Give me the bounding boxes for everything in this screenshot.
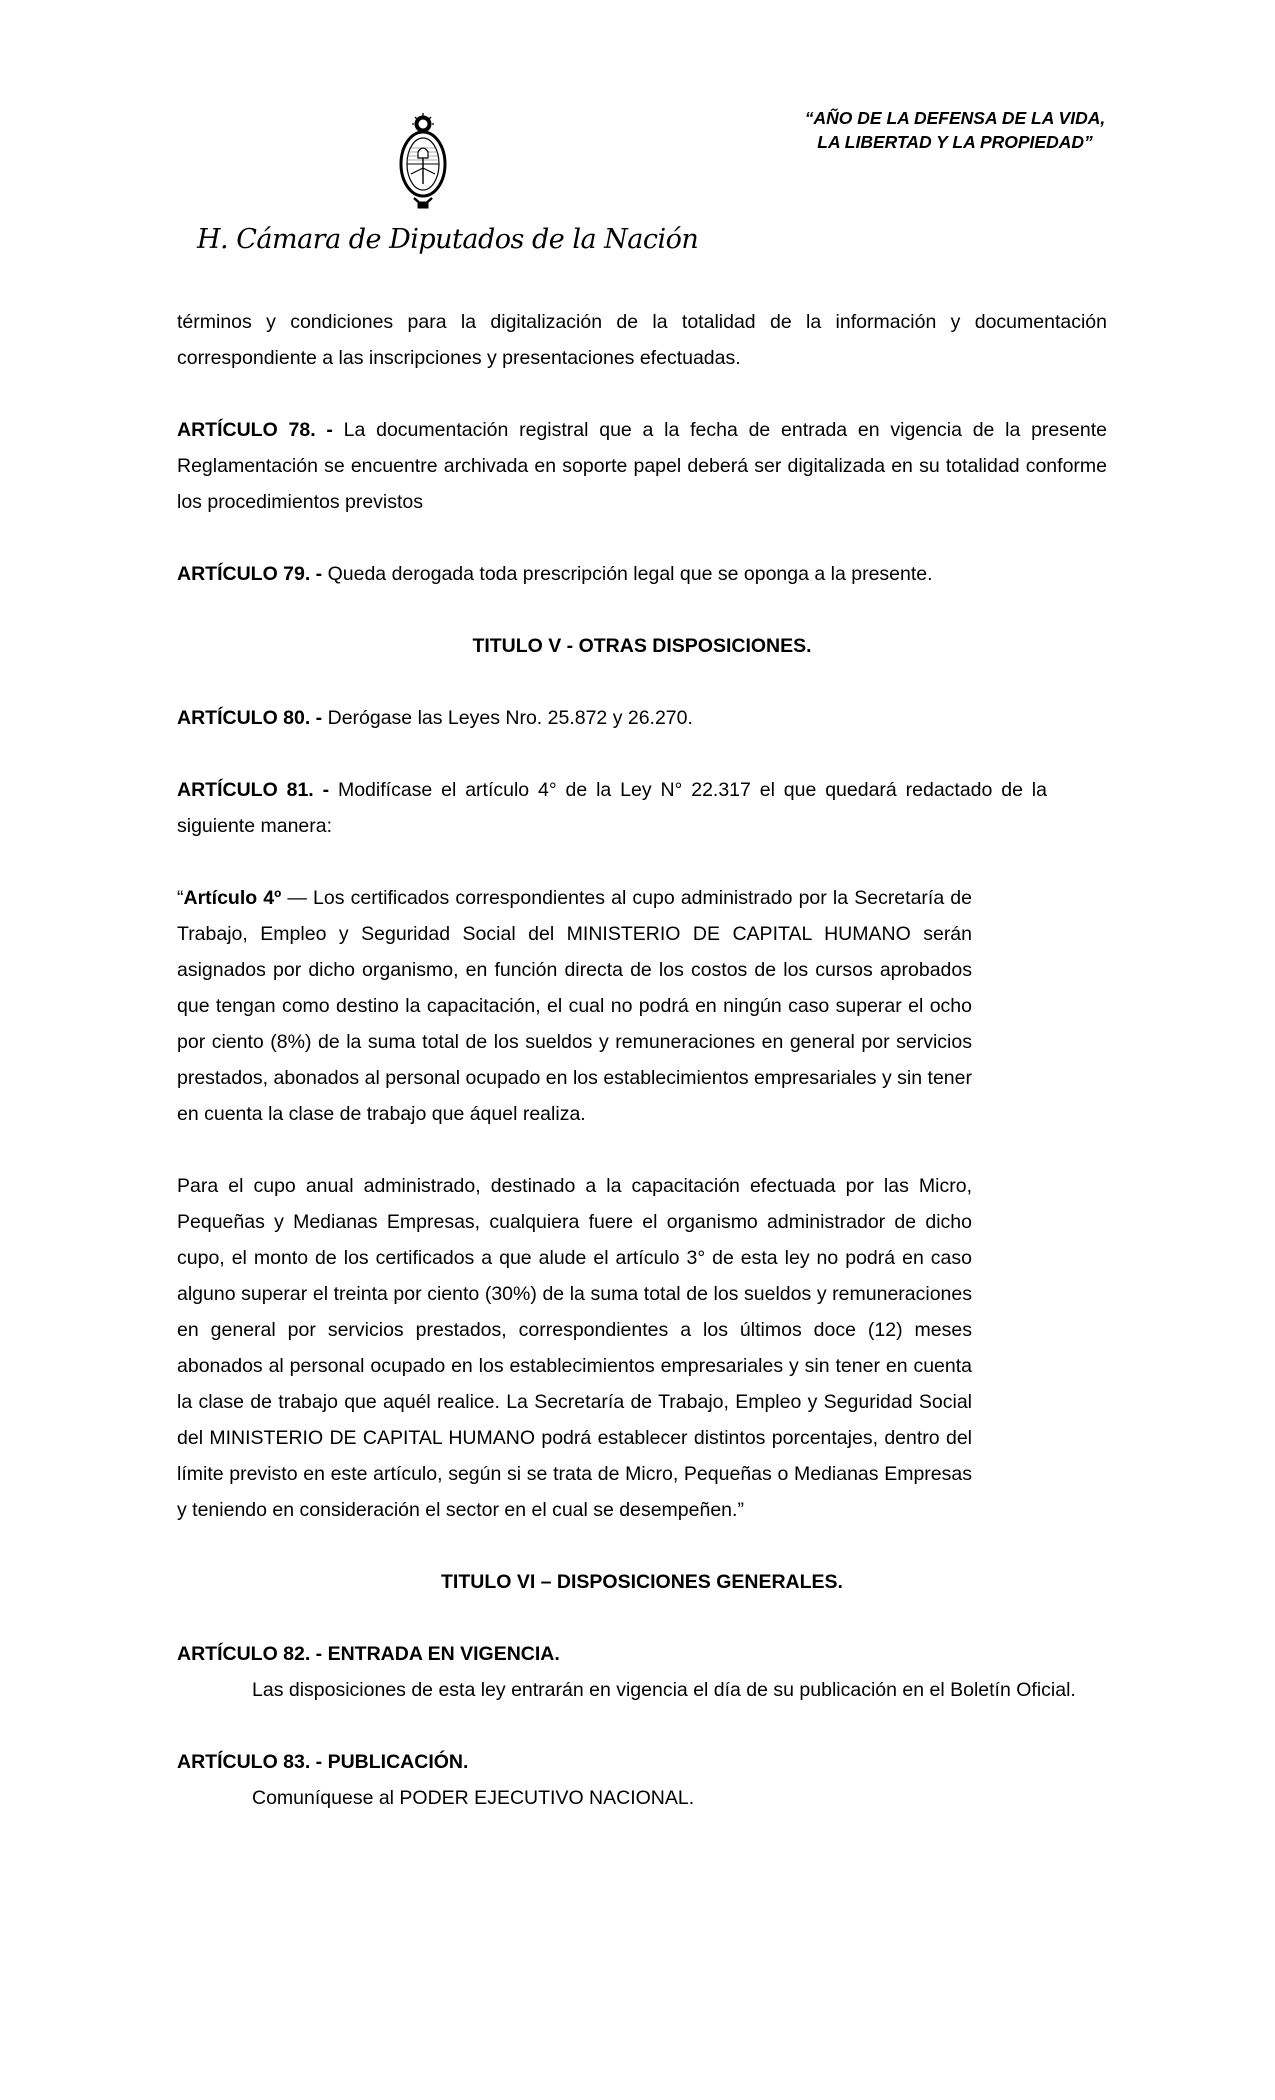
document-body	[177, 304, 1107, 1816]
motto-line-2: LA LIBERTAD Y LA PROPIEDAD”	[817, 132, 1093, 152]
article-80-text: Derógase las Leyes Nro. 25.872 y 26.270.	[322, 707, 693, 729]
article-79	[177, 556, 1107, 592]
article-78-text: La documentación registral que a la fecha de entrada en vigencia de la presente Reglamentación se encuentre archivada en soporte papel deberá ser digitalizada en su totalidad conforme los procedimientos previstos	[177, 419, 1107, 513]
chamber-name: H. Cámara de Diputados de la Nación	[197, 224, 699, 255]
year-motto	[790, 106, 1120, 154]
quoted-article-4-paragraph-1	[177, 880, 972, 1132]
quoted-article-text: — Los certificados correspondientes al cupo administrado por la Secretaría de Trabajo, Empleo y Seguridad Social del MINISTERIO DE CAPITAL HUMANO serán asignados por dicho organismo, en función directa de los costos de los cursos aprobados que tengan como destino la capacitación, el cual no podrá en ningún caso superar el ocho por ciento (8%) de la suma total de los sueldos y remuneraciones en general por servicios prestados, abonados al personal ocupado en los establecimientos empresariales y sin tener en cuenta la clase de trabajo que áquel realiza.	[177, 887, 972, 1125]
article-81-label: ARTÍCULO 81. -	[177, 779, 330, 801]
article-82-label: ARTÍCULO 82. - ENTRADA EN VIGENCIA.	[177, 1643, 560, 1665]
title-vi-heading: TITULO VI – DISPOSICIONES GENERALES.	[441, 1571, 843, 1593]
article-78	[177, 412, 1107, 520]
article-79-text: Queda derogada toda prescripción legal que se oponga a la presente.	[322, 563, 933, 585]
quoted-article-label: Artículo 4º	[183, 887, 282, 909]
article-83-text: Comuníquese al PODER EJECUTIVO NACIONAL.	[252, 1787, 695, 1809]
article-81	[177, 772, 1047, 844]
motto-line-1: “AÑO DE LA DEFENSA DE LA VIDA,	[804, 108, 1106, 128]
article-80-label: ARTÍCULO 80. -	[177, 707, 323, 729]
argentine-coat-of-arms-icon	[396, 112, 450, 212]
article-81-text: Modifícase el artículo 4° de la Ley N° 22.317 el que quedará redactado de la siguiente manera:	[177, 779, 1047, 837]
article-82-text: Las disposiciones de esta ley entrarán en vigencia el día de su publicación en el Boletín Oficial.	[252, 1679, 1076, 1701]
open-quote-mark: “	[177, 887, 184, 909]
title-v-heading: TITULO V - OTRAS DISPOSICIONES.	[472, 635, 812, 657]
article-78-label: ARTÍCULO 78. -	[177, 419, 333, 441]
continuation-paragraph: términos y condiciones para la digitalización de la totalidad de la información y documentación correspondiente a las inscripciones y presentaciones efectuadas.	[177, 311, 1107, 369]
quoted-article-4-paragraph-2: Para el cupo anual administrado, destinado a la capacitación efectuada por las Micro, Pequeñas y Medianas Empresas, cualquiera fuere el organismo administrador de dicho cupo, el monto de los certificados a que alude el artículo 3° de esta ley no podrá en caso alguno superar el treinta por ciento (30%) de la suma total de los sueldos y remuneraciones en general por servicios prestados, correspondientes a los últimos doce (12) meses abonados al personal ocupado en los establecimientos empresariales y sin tener en cuenta la clase de trabajo que aquél realice. La Secretaría de Trabajo, Empleo y Seguridad Social del MINISTERIO DE CAPITAL HUMANO podrá establecer distintos porcentajes, dentro del límite previsto en este artículo, según si se trata de Micro, Pequeñas o Medianas Empresas y teniendo en consideración el sector en el cual se desempeñen.”	[177, 1175, 972, 1521]
article-80	[177, 700, 1107, 736]
article-83-label: ARTÍCULO 83. - PUBLICACIÓN.	[177, 1751, 469, 1773]
article-79-label: ARTÍCULO 79. -	[177, 563, 323, 585]
